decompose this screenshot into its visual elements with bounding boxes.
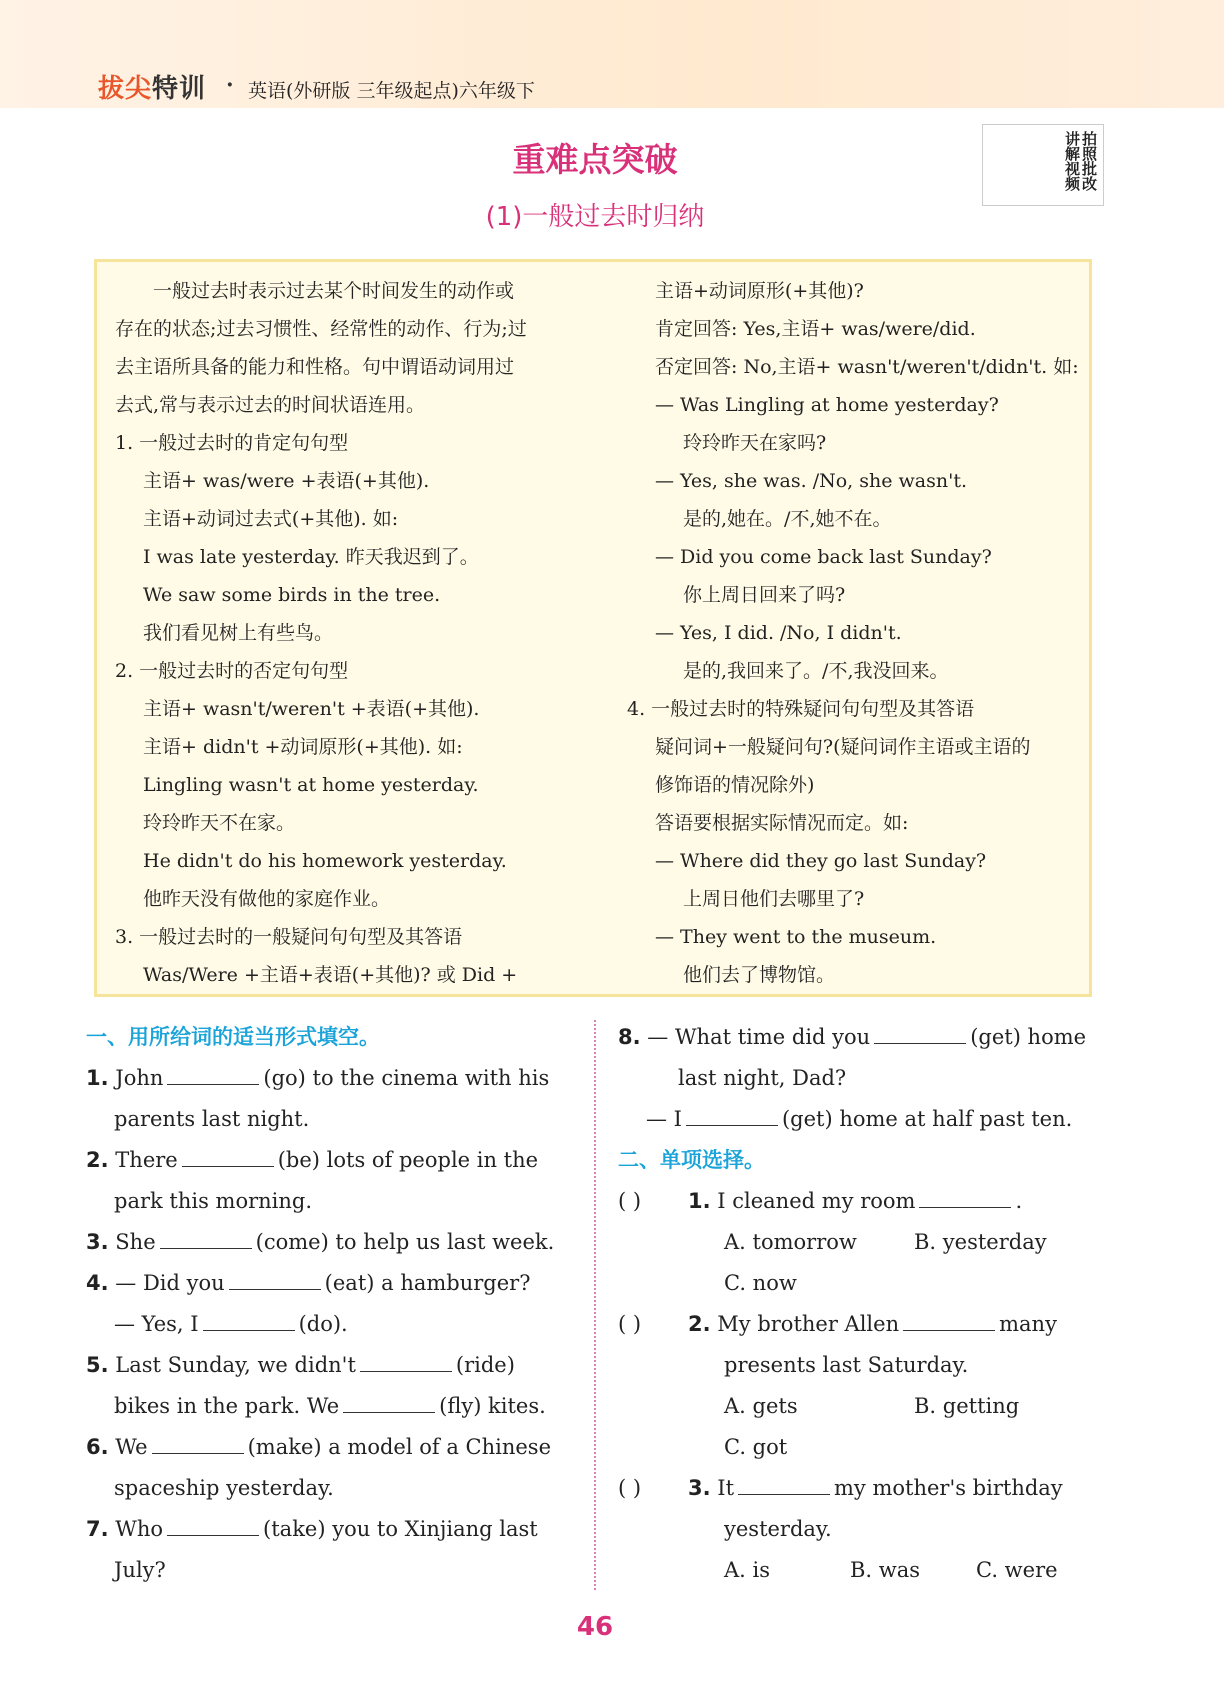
answer-paren[interactable]: ( ) — [618, 1189, 642, 1213]
exercise-right-column — [618, 1017, 1108, 1591]
column-divider — [594, 1020, 596, 1590]
question-5-cont: bikes in the park. We (fly) kites. — [114, 1394, 546, 1418]
answer-blank[interactable] — [686, 1105, 778, 1126]
choice-1: ( ) 1. I cleaned my room . — [618, 1181, 1108, 1222]
summary-line: 疑问词+一般疑问句?(疑问词作主语或主语的 — [655, 736, 1031, 758]
option-c[interactable]: C. now — [724, 1271, 797, 1295]
question-4-cont: — Yes, I (do). — [114, 1312, 348, 1336]
summary-line: 主语+动词过去式(+其他). 如: — [143, 508, 399, 530]
choice-2-options-2 — [618, 1427, 1108, 1468]
answer-blank[interactable] — [152, 1433, 244, 1454]
summary-line: 否定回答: No,主语+ wasn't/weren't/didn't. 如: — [655, 356, 1079, 378]
summary-line: I was late yesterday. 昨天我迟到了。 — [143, 546, 479, 568]
qr-code-box[interactable] — [982, 124, 1104, 206]
option-c[interactable]: C. got — [724, 1435, 788, 1459]
question-6: 6. We (make) a model of a Chinese — [86, 1435, 552, 1459]
summary-heading: 1. 一般过去时的肯定句句型 — [115, 432, 349, 454]
summary-line: 他们去了博物馆。 — [683, 964, 836, 986]
summary-heading: 2. 一般过去时的否定句句型 — [115, 660, 349, 682]
answer-blank[interactable] — [903, 1310, 995, 1331]
answer-blank[interactable] — [229, 1269, 321, 1290]
summary-line: 他昨天没有做他的家庭作业。 — [143, 888, 391, 910]
question-1-cont: parents last night. — [114, 1107, 310, 1131]
answer-blank[interactable] — [738, 1474, 830, 1495]
header-dot: · — [226, 72, 234, 98]
question-8-cont: last night, Dad? — [678, 1066, 847, 1090]
option-b[interactable]: B. yesterday — [914, 1230, 1047, 1254]
summary-right-column — [627, 272, 1087, 994]
summary-line: — Did you come back last Sunday? — [655, 546, 992, 568]
option-a[interactable]: A. is — [724, 1558, 771, 1582]
answer-blank[interactable] — [167, 1515, 259, 1536]
summary-line: 玲玲昨天不在家。 — [143, 812, 296, 834]
option-b[interactable]: B. getting — [914, 1394, 1020, 1418]
choice-3: ( ) 3. It my mother's birthday — [618, 1468, 1108, 1509]
answer-paren[interactable]: ( ) — [618, 1312, 642, 1336]
exercise-left-column — [86, 1017, 572, 1591]
summary-heading: 4. 一般过去时的特殊疑问句句型及其答语 — [627, 698, 975, 720]
choice-1-options — [618, 1222, 1108, 1263]
summary-line: — Yes, she was. /No, she wasn't. — [655, 470, 967, 492]
summary-line: 修饰语的情况除外) — [655, 774, 815, 796]
summary-line: 去主语所具备的能力和性格。句中谓语动词用过 — [115, 356, 515, 378]
summary-line: 主语+ didn't +动词原形(+其他). 如: — [143, 736, 463, 758]
section1-heading: 一、用所给词的适当形式填空。 — [86, 1025, 380, 1049]
header-band — [0, 0, 1224, 108]
summary-line: 主语+ wasn't/weren't +表语(+其他). — [143, 698, 480, 720]
choice-3-options — [618, 1550, 1108, 1591]
summary-line: 答语要根据实际情况而定。如: — [655, 812, 909, 834]
summary-line: 玲玲昨天在家吗? — [683, 432, 827, 454]
question-2-cont: park this morning. — [114, 1189, 313, 1213]
grammar-summary-box — [94, 259, 1092, 997]
option-a[interactable]: A. gets — [724, 1394, 798, 1418]
choice-2-cont: presents last Saturday. — [724, 1353, 969, 1377]
brand-logo: 拔尖特训 — [98, 74, 207, 104]
summary-line: 主语+ was/were +表语(+其他). — [143, 470, 430, 492]
question-8: 8. — What time did you (get) home — [618, 1025, 1087, 1049]
summary-line: 是的,我回来了。/不,我没回来。 — [683, 660, 949, 682]
summary-heading: 3. 一般过去时的一般疑问句句型及其答语 — [115, 926, 463, 948]
answer-paren[interactable]: ( ) — [618, 1476, 642, 1500]
summary-line: — Was Lingling at home yesterday? — [655, 394, 999, 416]
choice-2: ( ) 2. My brother Allen many — [618, 1304, 1108, 1345]
summary-line: — Yes, I did. /No, I didn't. — [655, 622, 902, 644]
summary-line: 主语+动词原形(+其他)? — [655, 280, 864, 302]
qr-label: 拍照批改讲解视频 — [1063, 131, 1098, 191]
summary-line: 上周日他们去哪里了? — [683, 888, 865, 910]
summary-line: 一般过去时表示过去某个时间发生的动作或 — [153, 280, 515, 302]
answer-blank[interactable] — [203, 1310, 295, 1331]
answer-blank[interactable] — [182, 1146, 274, 1167]
question-3: 3. She (come) to help us last week. — [86, 1230, 555, 1254]
summary-line: — Where did they go last Sunday? — [655, 850, 987, 872]
question-7: 7. Who (take) you to Xinjiang last — [86, 1517, 538, 1541]
answer-blank[interactable] — [919, 1187, 1011, 1208]
answer-blank[interactable] — [167, 1064, 259, 1085]
summary-line: He didn't do his homework yesterday. — [143, 850, 507, 872]
summary-left-column — [115, 272, 580, 994]
summary-line: We saw some birds in the tree. — [143, 584, 441, 606]
choice-2-options — [618, 1386, 1108, 1427]
summary-line: Lingling wasn't at home yesterday. — [143, 774, 479, 796]
question-6-cont: spaceship yesterday. — [114, 1476, 334, 1500]
option-b[interactable]: B. was — [850, 1558, 921, 1582]
summary-line: 我们看见树上有些鸟。 — [143, 622, 334, 644]
book-subtitle: 英语(外研版 三年级起点)六年级下 — [248, 80, 535, 102]
choice-1-options-2 — [618, 1263, 1108, 1304]
summary-line: 存在的状态;过去习惯性、经常性的动作、行为;过 — [115, 318, 527, 340]
question-5: 5. Last Sunday, we didn't (ride) — [86, 1353, 515, 1377]
summary-line: Was/Were +主语+表语(+其他)? 或 Did + — [143, 964, 518, 986]
section2-heading: 二、单项选择。 — [618, 1148, 765, 1172]
choice-3-cont: yesterday. — [724, 1517, 832, 1541]
answer-blank[interactable] — [360, 1351, 452, 1372]
summary-line: — They went to the museum. — [655, 926, 937, 948]
question-7-cont: July? — [114, 1558, 166, 1582]
summary-line: 你上周日回来了吗? — [683, 584, 846, 606]
question-1: 1. John (go) to the cinema with his — [86, 1066, 550, 1090]
answer-blank[interactable] — [160, 1228, 252, 1249]
answer-blank[interactable] — [874, 1023, 966, 1044]
option-a[interactable]: A. tomorrow — [724, 1230, 857, 1254]
question-4: 4. — Did you (eat) a hamburger? — [86, 1271, 531, 1295]
section-subtitle: (1)一般过去时归纳 — [485, 202, 705, 232]
option-c[interactable]: C. were — [976, 1558, 1058, 1582]
answer-blank[interactable] — [343, 1392, 435, 1413]
summary-line: 肯定回答: Yes,主语+ was/were/did. — [655, 318, 976, 340]
question-8-answer: — I (get) home at half past ten. — [646, 1107, 1073, 1131]
summary-line: 去式,常与表示过去的时间状语连用。 — [115, 394, 426, 416]
question-2: 2. There (be) lots of people in the — [86, 1148, 539, 1172]
summary-line: 是的,她在。/不,她不在。 — [683, 508, 892, 530]
page-title: 重难点突破 — [512, 140, 678, 179]
page-number: 46 — [576, 1612, 614, 1642]
